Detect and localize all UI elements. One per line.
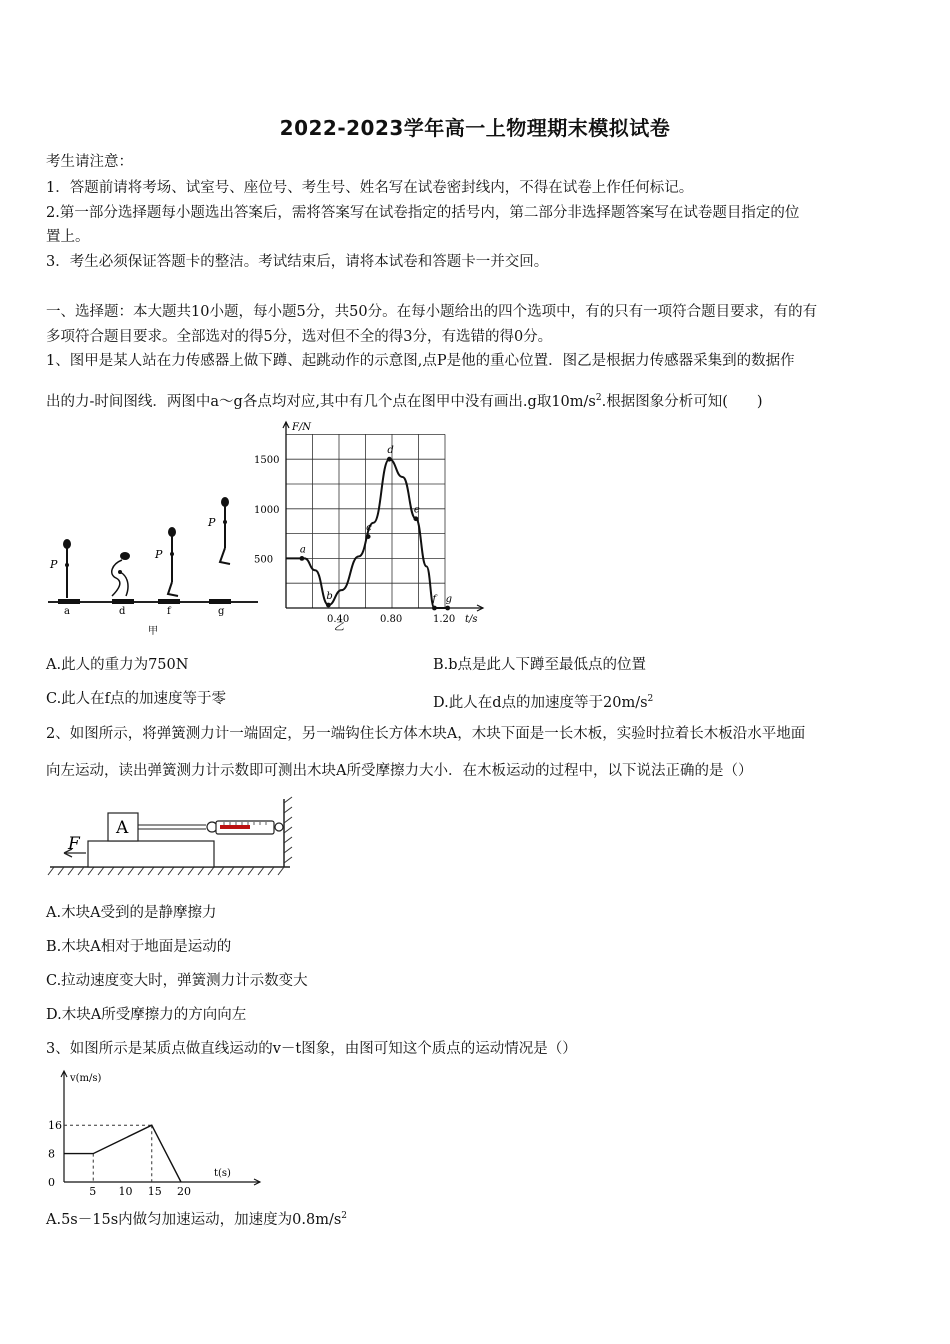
figure-caption-jia: 甲 — [148, 626, 158, 637]
y-axis-label: F/N — [292, 422, 312, 433]
q2-option-c[interactable]: C.拉动速度变大时，弹簧测力计示数变大 — [46, 973, 308, 989]
notice-item-2: 2.第一部分选择题每小题选出答案后，需将答案写在试卷指定的括号内，第二部分非选择题答案写在试卷题目指定的位 — [46, 205, 800, 221]
notice-item-2-cont: 置上。 — [46, 229, 90, 245]
q3-velocity-time-chart — [46, 1066, 276, 1196]
q3-option-a[interactable] — [46, 1206, 347, 1230]
x-tick-label: 15 — [147, 1185, 162, 1196]
section-instructions-cont: 多项符合题目要求。全部选对的得5分，选对但不全的得3分，有选错的得0分。 — [46, 329, 553, 345]
q1-option-d-sup: 2 — [647, 694, 654, 704]
p-label-2: P — [155, 548, 163, 561]
x-tick-label: 0.40 — [327, 614, 350, 625]
q1-stem: 1、图甲是某人站在力传感器上做下蹲、起跳动作的示意图,点P是他的重心位置．图乙是根据力传感器采集到的数据作 — [46, 353, 795, 369]
data-point-label-g: g — [445, 594, 453, 605]
section-instructions: 一、选择题：本大题共10小题，每小题5分，共50分。在每小题给出的四个选项中，有的只有一项符合题目要求，有的有 — [46, 304, 818, 320]
q1-option-c[interactable]: C.此人在f点的加速度等于零 — [46, 691, 227, 707]
data-point-c — [366, 534, 371, 539]
q1-option-d[interactable] — [433, 689, 653, 713]
x-axis-label: t/s — [465, 614, 478, 625]
notice-heading: 考生请注意： — [46, 154, 133, 170]
data-point-f — [432, 606, 437, 611]
figure-label-f: f — [167, 606, 171, 617]
y-tick-label: 500 — [254, 554, 274, 566]
data-point-g — [445, 606, 450, 611]
y-tick-label: 1000 — [254, 504, 280, 516]
q1-option-b[interactable]: B.b点是此人下蹲至最低点的位置 — [433, 657, 647, 673]
q1-force-time-chart — [252, 418, 498, 636]
notice-item-3: 3．考生必须保证答题卡的整洁。考试结束后，请将本试卷和答题卡一并交回。 — [46, 254, 549, 270]
y-tick-label: 0 — [48, 1176, 55, 1189]
force-f-label: F — [68, 834, 80, 854]
x-tick-label: 1.20 — [433, 614, 456, 625]
q1-option-d-text: D.此人在d点的加速度等于20m/s — [433, 694, 648, 711]
data-point-b — [326, 603, 331, 608]
data-point-label-a: a — [299, 544, 306, 556]
page-title: 2022-2023学年高一上物理期末模拟试卷 — [279, 116, 671, 140]
q1-stem-cont — [46, 388, 908, 412]
q2-option-b[interactable]: B.木块A相对于地面是运动的 — [46, 939, 232, 955]
q2-option-d[interactable]: D.木块A所受摩擦力的方向向左 — [46, 1007, 247, 1023]
data-point-label-d: d — [387, 445, 394, 457]
figure-caption-yi: 乙 — [334, 622, 344, 633]
data-point-label-f: f — [432, 594, 437, 605]
x-tick-label: 10 — [118, 1185, 133, 1196]
q1-stem-sup: 2 — [595, 393, 602, 403]
y-tick-label: 16 — [48, 1119, 62, 1133]
x-axis-label: t(s) — [214, 1168, 231, 1179]
p-label-1: P — [50, 558, 58, 571]
y-tick-label: 8 — [48, 1147, 55, 1161]
x-tick-label: 0.80 — [380, 614, 403, 625]
q1-stem-text-end: .根据图象分析可知( ) — [601, 393, 763, 410]
q3-stem: 3、如图所示是某质点做直线运动的v－t图象，由图可知这个质点的运动情况是（） — [46, 1041, 577, 1057]
block-a-label: A — [116, 818, 129, 838]
q2-stem: 2、如图所示，将弹簧测力计一端固定，另一端钩住长方体木块A，木块下面是一长木板，实验时拉着长木板沿水平地面 — [46, 726, 806, 742]
data-point-d — [387, 457, 392, 462]
figure-label-d: d — [119, 606, 126, 617]
q1-figure-jia — [46, 490, 260, 640]
data-point-label-c: c — [366, 522, 372, 534]
velocity-line — [64, 1125, 181, 1182]
x-tick-label: 5 — [89, 1185, 97, 1196]
q3-option-a-text: A.5s－15s内做匀加速运动，加速度为0.8m/s — [46, 1211, 342, 1228]
q2-option-a[interactable]: A.木块A受到的是静摩擦力 — [46, 905, 217, 921]
p-label-3: P — [208, 516, 216, 529]
y-axis-label: v(m/s) — [70, 1073, 102, 1084]
data-point-a — [300, 556, 305, 561]
q2-spring-scale-figure — [46, 795, 300, 881]
q1-option-a[interactable]: A.此人的重力为750N — [46, 657, 189, 673]
x-tick-label: 20 — [177, 1185, 191, 1196]
data-point-label-b: b — [326, 591, 333, 603]
q1-stem-text: 出的力-时间图线．两图中a～g各点均对应,其中有几个点在图甲中没有画出.g取10m/s — [46, 393, 596, 410]
data-point-label-e: e — [413, 504, 420, 516]
notice-item-1: 1．答题前请将考场、试室号、座位号、考生号、姓名写在试卷密封线内，不得在试卷上作任何标记。 — [46, 180, 694, 196]
figure-label-g: g — [218, 606, 225, 617]
q2-stem-cont: 向左运动，读出弹簧测力计示数即可测出木块A所受摩擦力大小．在木板运动的过程中，以下说法正确的是（） — [46, 763, 753, 779]
y-tick-label: 1500 — [254, 455, 280, 467]
figure-label-a: a — [64, 606, 70, 617]
q3-option-a-sup: 2 — [341, 1211, 348, 1221]
data-point-e — [413, 516, 418, 521]
